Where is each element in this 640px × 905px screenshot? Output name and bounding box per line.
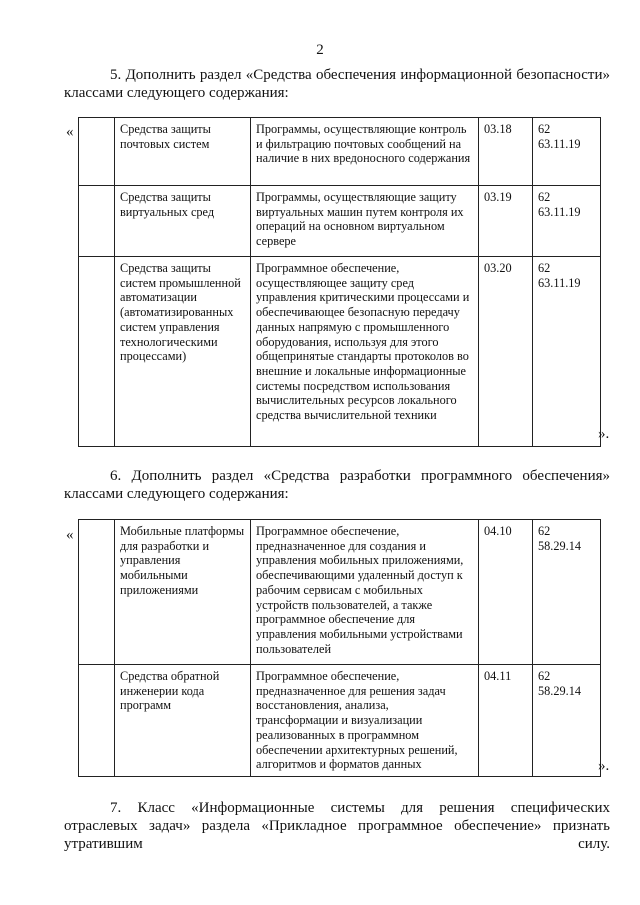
okved-code: 62	[538, 261, 551, 275]
table-row	[79, 118, 601, 186]
table1-open-quote: «	[66, 124, 74, 140]
class-name: Средства обратной инженерии кода программ	[115, 665, 251, 777]
class-description: Программы, осуществляющие контроль и фильтрацию почтовых сообщений на наличие в них вредоносного содержания	[251, 118, 479, 186]
table-row	[79, 520, 601, 665]
empty-cell	[79, 257, 115, 447]
class-description: Программное обеспечение, предназначенное для создания и управления мобильных приложениями, обеспечивающими удаленный доступ к рабочим сервисам с мобильных устройств пользователей, а также программное обеспечение для управления мобильными устройствами пользователей	[251, 520, 479, 665]
table-development-classes	[78, 519, 601, 777]
table-row	[79, 186, 601, 257]
okpd-code: 63.11.19	[538, 136, 581, 151]
okpd-code: 63.11.19	[538, 275, 581, 290]
table-row	[79, 665, 601, 777]
class-okved-okpd	[533, 665, 601, 777]
table1-close-quote: ».	[598, 426, 610, 442]
empty-cell	[79, 118, 115, 186]
class-code: 04.11	[479, 665, 533, 777]
class-code: 03.20	[479, 257, 533, 447]
table-security-classes	[78, 117, 601, 447]
class-okved-okpd	[533, 186, 601, 257]
okved-code: 62	[538, 524, 551, 538]
class-code: 04.10	[479, 520, 533, 665]
table2-open-quote: «	[66, 527, 74, 543]
class-okved-okpd	[533, 257, 601, 447]
okpd-code: 58.29.14	[538, 538, 582, 553]
table2-close-quote: ».	[598, 758, 610, 774]
table-row	[79, 257, 601, 447]
okpd-code: 63.11.19	[538, 204, 581, 219]
class-code: 03.19	[479, 186, 533, 257]
class-code: 03.18	[479, 118, 533, 186]
page-number: 2	[316, 42, 324, 58]
paragraph-5: 5. Дополнить раздел «Средства обеспечения информационной безопасности» классами следующего содержания:	[64, 67, 610, 101]
paragraph-6: 6. Дополнить раздел «Средства разработки программного обеспечения» классами следующего содержания:	[64, 468, 610, 502]
paragraph-7: 7. Класс «Информационные системы для решения специфических отраслевых задач» раздела «Прикладное программное обеспечение» признать утратившим силу.	[64, 800, 610, 852]
okved-code: 62	[538, 190, 551, 204]
empty-cell	[79, 520, 115, 665]
class-description: Программное обеспечение, предназначенное для решения задач восстановления, анализа, трансформации и визуализации реализованных в программном обеспечении архитектурных решений, алгоритмов и форматов данных	[251, 665, 479, 777]
class-description: Программы, осуществляющие защиту виртуальных машин путем контроля их операций на основном виртуальном сервере	[251, 186, 479, 257]
class-name: Средства защиты виртуальных сред	[115, 186, 251, 257]
okved-code: 62	[538, 122, 551, 136]
class-name: Мобильные платформы для разработки и управления мобильными приложениями	[115, 520, 251, 665]
class-okved-okpd	[533, 118, 601, 186]
okved-code: 62	[538, 669, 551, 683]
okpd-code: 58.29.14	[538, 683, 582, 698]
class-description: Программное обеспечение, осуществляющее защиту сред управления критическими процессами и обеспечивающее безопасную передачу данных напрямую с промышленного оборудования, используя для этого общепринятые стандарты протоколов во внешние и локальные информационные системы посредством использования вычислительных ресурсов локального средства вычислительной техники	[251, 257, 479, 447]
class-name: Средства защиты систем промышленной автоматизации (автоматизированных систем управления технологическими процессами)	[115, 257, 251, 447]
class-name: Средства защиты почтовых систем	[115, 118, 251, 186]
empty-cell	[79, 665, 115, 777]
class-okved-okpd	[533, 520, 601, 665]
empty-cell	[79, 186, 115, 257]
